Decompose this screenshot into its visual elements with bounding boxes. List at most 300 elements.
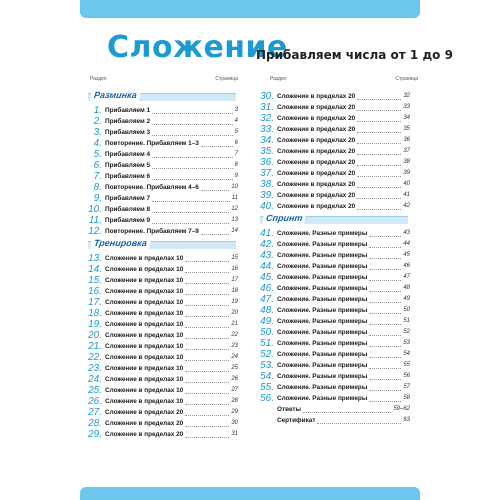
entry-number: 29.	[88, 429, 102, 440]
entry-title: Сложение. Разные примеры	[277, 296, 368, 303]
toc-entry	[260, 393, 410, 404]
entry-number: 36.	[260, 157, 274, 168]
toc-entry	[88, 396, 238, 407]
toc-entry	[88, 226, 238, 237]
entry-page-number: 42	[403, 203, 410, 209]
toc-entry	[88, 116, 238, 127]
entry-number: 52.	[260, 349, 274, 360]
entry-page-number: 6	[234, 140, 238, 146]
toc-entry	[88, 253, 238, 264]
toc-entry	[88, 215, 238, 226]
entry-title: Сложение. Разные примеры	[277, 263, 368, 270]
toc-left-column	[88, 89, 238, 440]
entry-page-number: 4	[234, 118, 238, 124]
entry-number: 4.	[93, 138, 102, 149]
entry-page-number: 43	[403, 230, 410, 236]
entry-page-number: 36	[403, 137, 410, 143]
toc-entry	[88, 105, 238, 116]
dot-leader	[185, 283, 229, 284]
entry-title: Повторение. Прибавляем 4–6	[105, 184, 199, 191]
entry-title: Сложение. Разные примеры	[277, 285, 368, 292]
entry-title: Сложение. Разные примеры	[277, 340, 368, 347]
dot-leader	[185, 404, 229, 405]
toc-entry	[88, 385, 238, 396]
page-title: Сложение	[107, 30, 288, 65]
toc-entry	[260, 113, 410, 124]
entry-number: 23.	[88, 363, 102, 374]
dot-leader	[369, 357, 401, 358]
entry-page-number: 45	[403, 252, 410, 258]
entry-title: Сложение в пределах 20	[277, 181, 356, 188]
dot-leader	[369, 291, 401, 292]
dot-leader	[185, 371, 229, 372]
entry-title: Сложение в пределах 10	[105, 398, 184, 405]
toc-entry	[88, 363, 238, 374]
toc-entry	[88, 374, 238, 385]
entry-page-number: 35	[403, 126, 410, 132]
dot-leader	[357, 176, 401, 177]
entry-number: 5.	[93, 149, 102, 160]
page-header-label: Страница	[215, 76, 238, 82]
dot-leader	[369, 258, 401, 259]
entry-page-number: 18	[231, 288, 238, 294]
entry-page-number: 13	[231, 217, 238, 223]
entry-page-number: 19	[231, 299, 238, 305]
entry-page-number: 44	[403, 241, 410, 247]
entry-title: Сложение в пределах 10	[105, 343, 184, 350]
entry-page-number: 27	[231, 387, 238, 393]
dot-leader	[201, 234, 229, 235]
entry-page-number: 8	[234, 162, 238, 168]
entry-number: 22.	[88, 352, 102, 363]
entry-number: 49.	[260, 316, 274, 327]
entry-number: 30.	[260, 91, 274, 102]
dot-leader	[152, 113, 233, 114]
entry-number: 14.	[88, 264, 102, 275]
page-subtitle: Прибавляем числа от 1 до 9	[256, 48, 453, 62]
dot-leader	[152, 223, 229, 224]
right-column-header	[270, 76, 418, 82]
entry-title: Сложение в пределах 20	[277, 192, 356, 199]
toc-entry	[88, 330, 238, 341]
dot-leader	[369, 280, 401, 281]
entry-page-number: 11	[231, 195, 238, 201]
dot-leader	[185, 294, 229, 295]
entry-title: Ответы	[277, 406, 302, 413]
entry-page-number: 50	[403, 307, 410, 313]
dot-leader	[357, 165, 401, 166]
entry-page-number: 26	[231, 376, 238, 382]
entry-title: Сложение в пределах 10	[105, 354, 184, 361]
dot-leader	[201, 190, 229, 191]
entry-number: 24.	[88, 374, 102, 385]
toc-entry	[260, 228, 410, 239]
entry-number: 9.	[93, 193, 102, 204]
page-header-label: Страница	[395, 76, 418, 82]
dot-leader	[185, 316, 229, 317]
entry-number: 50.	[260, 327, 274, 338]
entry-number: 19.	[88, 319, 102, 330]
entry-page-number: 17	[231, 277, 238, 283]
entry-number: 1.	[93, 105, 102, 116]
entry-page-number: 40	[403, 181, 410, 187]
toc-entry	[260, 272, 410, 283]
entry-title: Сложение в пределах 20	[277, 170, 356, 177]
entry-title: Прибавляем 7	[105, 195, 151, 202]
toc-entry	[260, 349, 410, 360]
dot-leader	[152, 212, 229, 213]
entry-number: 41.	[260, 228, 274, 239]
entry-page-number: 5	[234, 129, 238, 135]
entry-title: Сложение. Разные примеры	[277, 362, 368, 369]
entry-number: 45.	[260, 272, 274, 283]
entry-title: Сложение в пределах 20	[105, 409, 184, 416]
toc-entry	[88, 275, 238, 286]
dot-leader	[357, 198, 401, 199]
dot-leader	[369, 247, 401, 248]
entry-page-number: 29	[231, 409, 238, 415]
toc-entry	[260, 146, 410, 157]
toc-entry	[88, 160, 238, 171]
entry-page-number: 23	[231, 343, 238, 349]
entry-title: Сложение. Разные примеры	[277, 252, 368, 259]
entry-title: Сложение в пределах 20	[277, 137, 356, 144]
entry-number: 31.	[260, 102, 274, 113]
entry-page-number: 12	[231, 206, 238, 212]
toc-entry	[88, 308, 238, 319]
dot-leader	[185, 426, 229, 427]
entry-page-number: 59–62	[393, 406, 410, 412]
dot-leader	[152, 201, 230, 202]
entry-title: Сложение в пределах 20	[277, 203, 356, 210]
dot-leader	[369, 269, 401, 270]
entry-number: 15.	[88, 275, 102, 286]
toc-entry	[88, 429, 238, 440]
entry-title: Сложение в пределах 10	[105, 321, 184, 328]
toc-entry	[88, 193, 238, 204]
entry-page-number: 15	[231, 255, 238, 261]
dot-leader	[317, 423, 401, 424]
dot-leader	[152, 124, 233, 125]
entry-page-number: 56	[403, 373, 410, 379]
entry-page-number: 55	[403, 362, 410, 368]
entry-number: 18.	[88, 308, 102, 319]
entry-page-number: 52	[403, 329, 410, 335]
dot-leader	[369, 302, 401, 303]
toc-entry	[260, 404, 410, 415]
left-column-header	[90, 76, 238, 82]
toc-entry	[88, 138, 238, 149]
entry-page-number: 28	[231, 398, 238, 404]
entry-page-number: 3	[234, 107, 238, 113]
entry-number: 26.	[88, 396, 102, 407]
entry-page-number: 57	[403, 384, 410, 390]
entry-page-number: 48	[403, 285, 410, 291]
dot-leader	[185, 349, 229, 350]
entry-title: Сложение в пределах 10	[105, 266, 184, 273]
entry-title: Прибавляем 4	[105, 151, 151, 158]
entry-page-number: 63	[403, 417, 410, 423]
entry-page-number: 7	[234, 151, 238, 157]
entry-title: Сложение в пределах 20	[277, 126, 356, 133]
entry-title: Сложение в пределах 10	[105, 387, 184, 394]
entry-page-number: 41	[403, 192, 410, 198]
toc-entry	[260, 250, 410, 261]
dot-leader	[185, 305, 229, 306]
entry-title: Сложение в пределах 10	[105, 288, 184, 295]
dot-leader	[369, 335, 401, 336]
toc-entry	[260, 415, 410, 426]
entry-title: Сложение. Разные примеры	[277, 307, 368, 314]
entry-page-number: 16	[231, 266, 238, 272]
entry-title: Сертификат	[277, 417, 316, 424]
entry-number: 25.	[88, 385, 102, 396]
dot-leader	[201, 146, 233, 147]
dot-leader	[185, 393, 229, 394]
toc-entry	[260, 190, 410, 201]
entry-page-number: 31	[231, 431, 238, 437]
dot-leader	[185, 327, 229, 328]
toc-entry	[260, 168, 410, 179]
entry-title: Сложение. Разные примеры	[277, 329, 368, 336]
entry-number: 10.	[88, 204, 102, 215]
entry-title: Прибавляем 1	[105, 107, 151, 114]
toc-entry	[260, 201, 410, 212]
entry-title: Сложение в пределах 10	[105, 255, 184, 262]
entry-number: 6.	[93, 160, 102, 171]
toc-right-column	[260, 91, 410, 426]
entry-title: Сложение в пределах 10	[105, 376, 184, 383]
entry-number: 46.	[260, 283, 274, 294]
toc-entry	[88, 407, 238, 418]
entry-page-number: 32	[403, 93, 410, 99]
entry-title: Сложение в пределах 10	[105, 310, 184, 317]
toc-entry	[88, 127, 238, 138]
dot-leader	[185, 360, 229, 361]
entry-page-number: 22	[231, 332, 238, 338]
entry-number: 44.	[260, 261, 274, 272]
toc-entry	[88, 341, 238, 352]
entry-title: Сложение в пределах 20	[277, 104, 356, 111]
toc-entry	[88, 297, 238, 308]
dot-leader	[369, 324, 401, 325]
entry-title: Прибавляем 6	[105, 173, 151, 180]
entry-number: 7.	[93, 171, 102, 182]
entry-number: 34.	[260, 135, 274, 146]
entry-number: 8.	[93, 182, 102, 193]
entry-title: Сложение. Разные примеры	[277, 230, 368, 237]
entry-number: 54.	[260, 371, 274, 382]
entry-number: 11.	[88, 215, 102, 226]
entry-page-number: 34	[403, 115, 410, 121]
toc-entry	[88, 264, 238, 275]
entry-title: Прибавляем 2	[105, 118, 151, 125]
dot-leader	[357, 154, 401, 155]
entry-page-number: 46	[403, 263, 410, 269]
toc-entry	[260, 135, 410, 146]
entry-title: Сложение в пределах 20	[277, 93, 356, 100]
dot-leader	[357, 132, 401, 133]
dot-leader	[357, 143, 401, 144]
entry-title: Сложение. Разные примеры	[277, 241, 368, 248]
entry-title: Сложение. Разные примеры	[277, 274, 368, 281]
entry-number: 21.	[88, 341, 102, 352]
entry-title: Сложение. Разные примеры	[277, 318, 368, 325]
toc-entry	[260, 239, 410, 250]
section-header-label: Раздел	[270, 76, 287, 82]
dot-leader	[369, 368, 401, 369]
entry-page-number: 58	[403, 395, 410, 401]
entry-number: 43.	[260, 250, 274, 261]
entry-title: Прибавляем 8	[105, 206, 151, 213]
entry-title: Прибавляем 5	[105, 162, 151, 169]
toc-section-header	[260, 212, 410, 225]
dot-leader	[369, 390, 401, 391]
toc-entry	[88, 204, 238, 215]
toc-entry	[260, 179, 410, 190]
dot-leader	[152, 135, 233, 136]
entry-number: 20.	[88, 330, 102, 341]
dot-leader	[185, 415, 229, 416]
toc-entry	[260, 316, 410, 327]
entry-title: Повторение. Прибавляем 1–3	[105, 140, 199, 147]
entry-number: 28.	[88, 418, 102, 429]
dot-leader	[369, 379, 401, 380]
toc-entry	[88, 418, 238, 429]
entry-page-number: 20	[231, 310, 238, 316]
entry-title: Сложение в пределах 10	[105, 332, 184, 339]
entry-title: Сложение в пределах 20	[277, 115, 356, 122]
entry-number: 3.	[93, 127, 102, 138]
toc-entry	[260, 338, 410, 349]
toc-entry	[88, 149, 238, 160]
dot-leader	[357, 121, 401, 122]
dot-leader	[185, 437, 229, 438]
toc-entry	[88, 182, 238, 193]
toc-entry	[260, 382, 410, 393]
bottom-decorative-bar	[80, 487, 420, 500]
entry-page-number: 37	[403, 148, 410, 154]
entry-page-number: 21	[231, 321, 238, 327]
toc-entry	[260, 124, 410, 135]
entry-number: 27.	[88, 407, 102, 418]
entry-number: 39.	[260, 190, 274, 201]
section-title: Тренировка	[90, 237, 151, 250]
entry-title: Прибавляем 3	[105, 129, 151, 136]
dot-leader	[369, 236, 401, 237]
toc-entry	[260, 327, 410, 338]
dot-leader	[357, 187, 401, 188]
entry-page-number: 49	[403, 296, 410, 302]
entry-title: Сложение в пределах 20	[105, 420, 184, 427]
entry-number: 35.	[260, 146, 274, 157]
toc-entry	[260, 360, 410, 371]
entry-title: Сложение. Разные примеры	[277, 373, 368, 380]
entry-title: Повторение. Прибавляем 7–9	[105, 228, 199, 235]
entry-page-number: 24	[231, 354, 238, 360]
dot-leader	[152, 179, 233, 180]
entry-title: Сложение в пределах 20	[277, 159, 356, 166]
toc-entry	[88, 171, 238, 182]
toc-entry	[88, 319, 238, 330]
entry-number: 38.	[260, 179, 274, 190]
entry-page-number: 10	[231, 184, 238, 190]
toc-entry	[88, 286, 238, 297]
entry-number: 33.	[260, 124, 274, 135]
entry-page-number: 39	[403, 170, 410, 176]
dot-leader	[303, 412, 391, 413]
dot-leader	[357, 110, 401, 111]
toc-entry	[260, 305, 410, 316]
dot-leader	[357, 99, 401, 100]
entry-page-number: 53	[403, 340, 410, 346]
entry-title: Сложение. Разные примеры	[277, 384, 368, 391]
toc-entry	[260, 157, 410, 168]
toc-entry	[260, 102, 410, 113]
toc-entry	[260, 91, 410, 102]
entry-title: Сложение в пределах 10	[105, 365, 184, 372]
entry-page-number: 38	[403, 159, 410, 165]
entry-page-number: 14	[231, 228, 238, 234]
section-header-label: Раздел	[90, 76, 107, 82]
toc-entry	[260, 261, 410, 272]
entry-number: 37.	[260, 168, 274, 179]
toc-entry	[260, 371, 410, 382]
entry-number: 17.	[88, 297, 102, 308]
dot-leader	[185, 338, 229, 339]
section-title: Разминка	[90, 89, 141, 102]
top-decorative-bar	[80, 0, 420, 18]
entry-number: 42.	[260, 239, 274, 250]
dot-leader	[152, 168, 233, 169]
dot-leader	[369, 346, 401, 347]
dot-leader	[369, 401, 401, 402]
entry-page-number: 54	[403, 351, 410, 357]
dot-leader	[152, 157, 233, 158]
entry-title: Сложение. Разные примеры	[277, 351, 368, 358]
section-title: Спринт	[262, 212, 306, 225]
entry-number: 40.	[260, 201, 274, 212]
entry-title: Сложение в пределах 10	[105, 277, 184, 284]
entry-page-number: 9	[234, 173, 238, 179]
entry-page-number: 51	[403, 318, 410, 324]
entry-number: 32.	[260, 113, 274, 124]
entry-number: 2.	[93, 116, 102, 127]
entry-number: 48.	[260, 305, 274, 316]
entry-title: Сложение в пределах 10	[105, 299, 184, 306]
entry-number: 55.	[260, 382, 274, 393]
entry-title: Сложение. Разные примеры	[277, 395, 368, 402]
entry-number: 51.	[260, 338, 274, 349]
dot-leader	[369, 313, 401, 314]
dot-leader	[185, 261, 229, 262]
entry-title: Сложение в пределах 20	[105, 431, 184, 438]
toc-section-header	[88, 89, 238, 102]
entry-title: Прибавляем 9	[105, 217, 151, 224]
entry-title: Сложение в пределах 20	[277, 148, 356, 155]
entry-number: 13.	[88, 253, 102, 264]
entry-page-number: 30	[231, 420, 238, 426]
entry-page-number: 25	[231, 365, 238, 371]
dot-leader	[185, 272, 229, 273]
entry-number: 12.	[88, 226, 102, 237]
entry-page-number: 33	[403, 104, 410, 110]
entry-number: 56.	[260, 393, 274, 404]
toc-entry	[260, 294, 410, 305]
entry-number: 16.	[88, 286, 102, 297]
dot-leader	[185, 382, 229, 383]
entry-number: 53.	[260, 360, 274, 371]
